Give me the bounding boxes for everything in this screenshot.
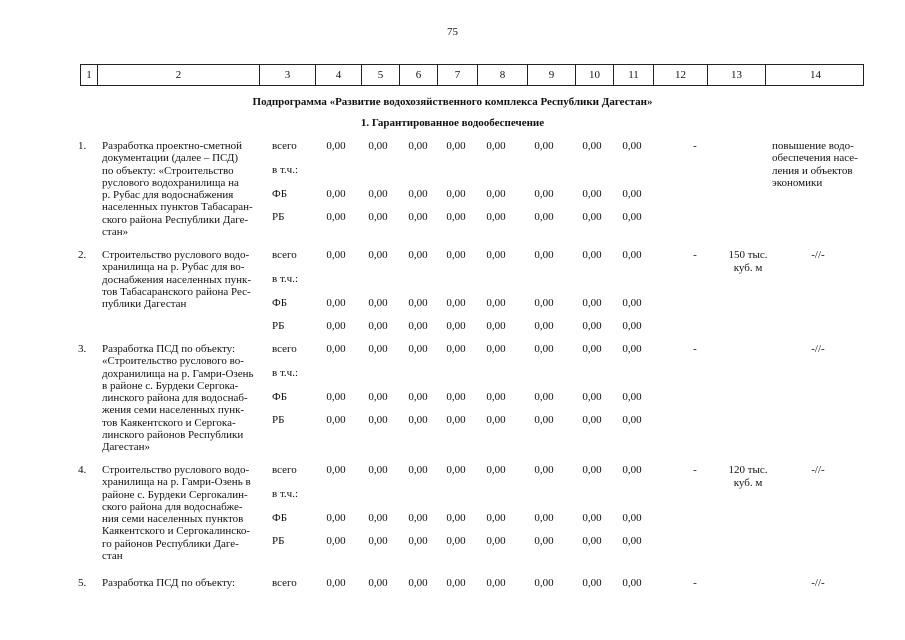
value-cell: 0,00 [446, 464, 466, 476]
value-cell: 0,00 [622, 535, 642, 547]
value-cell: 0,00 [368, 188, 388, 200]
description-line: Дагестан» [102, 441, 151, 454]
value-cell: 0,00 [326, 535, 346, 547]
description-line: ского района для водоснабже- [102, 500, 243, 513]
description-line: публики Дагестан [102, 298, 187, 311]
value-cell: 0,00 [534, 343, 554, 355]
funding-source-label: в т.ч.: [272, 164, 299, 176]
effect-line: повышение водо- [772, 140, 854, 152]
value-cell: 0,00 [582, 414, 602, 426]
value-cell: 0,00 [622, 297, 642, 309]
value-cell: 0,00 [534, 577, 554, 589]
value-cell: 0,00 [486, 414, 506, 426]
description-line: тов Каякентского и Сергока- [102, 416, 236, 429]
expected-effect [772, 464, 864, 476]
value-cell: 0,00 [622, 249, 642, 261]
description-line: Строительство руслового водо- [102, 249, 250, 261]
item-description [102, 464, 264, 562]
result-line: 150 тыс. [728, 249, 768, 261]
value-cell: 0,00 [486, 188, 506, 200]
value-cell: 0,00 [582, 343, 602, 355]
value-cell: 0,00 [446, 414, 466, 426]
value-cell: 0,00 [446, 320, 466, 332]
effect-line: ления и объектов [772, 164, 853, 177]
value-cell: 0,00 [622, 464, 642, 476]
funding-source-label: ФБ [272, 297, 288, 309]
value-cell: 0,00 [408, 297, 428, 309]
expected-effect [772, 343, 864, 355]
effect-line: -//- [811, 249, 825, 261]
value-cell: 0,00 [534, 414, 554, 426]
funding-source-label: РБ [272, 414, 285, 426]
value-cell: 0,00 [408, 211, 428, 223]
description-line: «Строительство руслового во- [102, 355, 244, 368]
value-cell: 0,00 [582, 140, 602, 152]
value-cell: 0,00 [326, 320, 346, 332]
header-col-11: 11 [613, 65, 653, 85]
value-cell: 0,00 [446, 188, 466, 200]
value-cell: 0,00 [486, 140, 506, 152]
indicator-dash: - [693, 464, 697, 476]
value-cell: 0,00 [326, 464, 346, 476]
value-cell: 0,00 [408, 391, 428, 403]
value-cell: 0,00 [582, 188, 602, 200]
value-cell: 0,00 [486, 512, 506, 524]
value-cell: 0,00 [408, 249, 428, 261]
funding-source-label: всего [272, 577, 297, 589]
description-line: Разработка ПСД по объекту: [102, 577, 236, 589]
item-number: 4. [78, 464, 87, 476]
description-line: доснабжения населенных пунк- [102, 273, 251, 286]
description-line: стан» [102, 226, 129, 239]
value-cell: 0,00 [446, 297, 466, 309]
value-cell: 0,00 [408, 464, 428, 476]
value-cell: 0,00 [326, 391, 346, 403]
description-line: Разработка проектно-сметной [102, 140, 243, 152]
item-number: 3. [78, 343, 87, 355]
value-cell: 0,00 [446, 512, 466, 524]
description-line: р. Рубас для водоснабжения [102, 189, 234, 202]
value-cell: 0,00 [534, 188, 554, 200]
value-cell: 0,00 [622, 577, 642, 589]
header-col-2: 2 [97, 65, 259, 85]
value-cell: 0,00 [408, 320, 428, 332]
description-line: по объекту: «Строительство [102, 164, 234, 177]
funding-source-label: в т.ч.: [272, 367, 299, 379]
value-cell: 0,00 [486, 391, 506, 403]
item-number: 1. [78, 140, 87, 152]
value-cell: 0,00 [368, 512, 388, 524]
value-cell: 0,00 [368, 249, 388, 261]
value-cell: 0,00 [408, 535, 428, 547]
value-cell: 0,00 [582, 512, 602, 524]
section-title: 1. Гарантированное водообеспечение [360, 117, 545, 129]
description-line: жения семи населенных пунк- [102, 404, 245, 417]
value-cell: 0,00 [446, 249, 466, 261]
value-cell: 0,00 [486, 249, 506, 261]
header-col-1: 1 [86, 69, 92, 81]
indicator-dash: - [693, 343, 697, 355]
value-cell: 0,00 [408, 577, 428, 589]
funding-source-label: в т.ч.: [272, 273, 299, 285]
header-col-3: 3 [259, 65, 315, 85]
result-line: куб. м [733, 262, 763, 274]
result-line: куб. м [733, 477, 763, 489]
value-cell: 0,00 [446, 140, 466, 152]
value-cell: 0,00 [368, 464, 388, 476]
header-col-7: 7 [437, 65, 477, 85]
indicator-dash: - [693, 249, 697, 261]
expected-effect [772, 577, 864, 589]
value-cell: 0,00 [486, 464, 506, 476]
expected-effect [772, 140, 864, 189]
value-cell: 0,00 [408, 188, 428, 200]
value-cell: 0,00 [408, 414, 428, 426]
funding-source-label: РБ [272, 535, 285, 547]
description-line: руслового водохранилища на [102, 176, 239, 189]
description-line: ского района Республики Даге- [102, 213, 249, 226]
value-cell: 0,00 [446, 211, 466, 223]
funding-source-label: РБ [272, 211, 285, 223]
value-cell: 0,00 [326, 512, 346, 524]
funding-source-label: РБ [272, 320, 285, 332]
value-cell: 0,00 [326, 249, 346, 261]
item-description [102, 343, 264, 454]
value-cell: 0,00 [368, 535, 388, 547]
value-cell: 0,00 [622, 414, 642, 426]
value-cell: 0,00 [446, 391, 466, 403]
value-cell: 0,00 [622, 320, 642, 332]
value-cell: 0,00 [486, 320, 506, 332]
description-line: дохранилища на р. Гамри-Озень [102, 367, 254, 380]
header-col-8: 8 [477, 65, 527, 85]
value-cell: 0,00 [408, 140, 428, 152]
description-line: хранилища на р. Гамри-Озень в [102, 476, 251, 489]
funding-source-label: всего [272, 249, 297, 261]
value-cell: 0,00 [534, 464, 554, 476]
value-cell: 0,00 [582, 320, 602, 332]
effect-line: обеспечения насе- [772, 152, 858, 165]
header-col-5: 5 [361, 65, 399, 85]
value-cell: 0,00 [622, 188, 642, 200]
item-description [102, 577, 264, 589]
item-description [102, 249, 264, 310]
value-cell: 0,00 [368, 140, 388, 152]
funding-source-label: ФБ [272, 188, 288, 200]
value-cell: 0,00 [622, 211, 642, 223]
value-cell: 0,00 [326, 140, 346, 152]
funding-source-label: ФБ [272, 512, 288, 524]
value-cell: 0,00 [534, 391, 554, 403]
header-col-14: 14 [765, 65, 865, 85]
value-cell: 0,00 [368, 391, 388, 403]
effect-line: экономики [772, 176, 823, 189]
description-line: линского районов Республики [102, 429, 244, 442]
value-cell: 0,00 [486, 343, 506, 355]
value-cell: 0,00 [446, 535, 466, 547]
value-cell: 0,00 [582, 391, 602, 403]
header-col-10: 10 [575, 65, 613, 85]
value-cell: 0,00 [326, 211, 346, 223]
value-cell: 0,00 [446, 577, 466, 589]
value-cell: 0,00 [534, 211, 554, 223]
effect-line: -//- [811, 464, 825, 476]
header-col-4: 4 [315, 65, 361, 85]
value-cell: 0,00 [368, 414, 388, 426]
description-line: Разработка ПСД по объекту: [102, 343, 236, 355]
value-cell: 0,00 [534, 249, 554, 261]
value-cell: 0,00 [486, 211, 506, 223]
value-cell: 0,00 [582, 211, 602, 223]
value-cell: 0,00 [486, 297, 506, 309]
value-cell: 0,00 [582, 535, 602, 547]
value-cell: 0,00 [534, 320, 554, 332]
item-number: 5. [78, 577, 87, 589]
description-line: Строительство руслового водо- [102, 464, 250, 476]
value-cell: 0,00 [408, 343, 428, 355]
expected-effect [772, 249, 864, 261]
value-cell: 0,00 [582, 577, 602, 589]
value-cell: 0,00 [534, 297, 554, 309]
indicator-dash: - [693, 577, 697, 589]
funding-source-label: всего [272, 343, 297, 355]
effect-line: -//- [811, 343, 825, 355]
funding-source-label: ФБ [272, 391, 288, 403]
value-cell: 0,00 [582, 249, 602, 261]
value-cell: 0,00 [326, 343, 346, 355]
column-header-row [80, 64, 864, 86]
value-cell: 0,00 [622, 343, 642, 355]
value-cell: 0,00 [368, 297, 388, 309]
value-cell: 0,00 [446, 343, 466, 355]
indicator-dash: - [693, 140, 697, 152]
value-cell: 0,00 [326, 414, 346, 426]
value-cell: 0,00 [622, 391, 642, 403]
item-description [102, 140, 264, 238]
value-cell: 0,00 [368, 577, 388, 589]
header-col-9: 9 [527, 65, 575, 85]
value-cell: 0,00 [408, 512, 428, 524]
value-cell: 0,00 [582, 297, 602, 309]
description-line: в районе с. Бурдеки Сергока- [102, 379, 239, 392]
effect-line: -//- [811, 577, 825, 589]
description-line: районе с. Бурдеки Сергокалин- [102, 488, 248, 501]
value-cell: 0,00 [534, 140, 554, 152]
header-col-13: 13 [707, 65, 765, 85]
value-cell: 0,00 [486, 577, 506, 589]
description-line: населенных пунктов Табасаран- [102, 201, 253, 214]
funding-source-label: всего [272, 464, 297, 476]
value-cell: 0,00 [582, 464, 602, 476]
description-line: го районов Республики Даге- [102, 537, 239, 550]
value-cell: 0,00 [622, 512, 642, 524]
header-col-6: 6 [399, 65, 437, 85]
result-line: 120 тыс. [728, 464, 768, 476]
description-line: ния семи населенных пунктов [102, 513, 244, 526]
value-cell: 0,00 [368, 211, 388, 223]
result-volume [720, 464, 776, 490]
description-line: тов Табасаранского района Рес- [102, 285, 251, 298]
value-cell: 0,00 [534, 535, 554, 547]
description-line: Каякентского и Сергокалинско- [102, 525, 251, 538]
subprogram-title: Подпрограмма «Развитие водохозяйственного комплекса Республики Дагестан» [252, 96, 653, 108]
value-cell: 0,00 [326, 577, 346, 589]
value-cell: 0,00 [368, 343, 388, 355]
funding-source-label: в т.ч.: [272, 488, 299, 500]
value-cell: 0,00 [368, 320, 388, 332]
page-number: 75 [447, 26, 458, 38]
description-line: хранилища на р. Рубас для во- [102, 261, 245, 274]
description-line: документации (далее – ПСД) [102, 152, 238, 165]
header-col-12: 12 [653, 65, 707, 85]
value-cell: 0,00 [326, 297, 346, 309]
result-volume [720, 249, 776, 275]
value-cell: 0,00 [326, 188, 346, 200]
description-line: стан [102, 550, 123, 563]
description-line: линского района для водоснаб- [102, 392, 248, 405]
value-cell: 0,00 [486, 535, 506, 547]
value-cell: 0,00 [534, 512, 554, 524]
funding-source-label: всего [272, 140, 297, 152]
value-cell: 0,00 [622, 140, 642, 152]
item-number: 2. [78, 249, 87, 261]
